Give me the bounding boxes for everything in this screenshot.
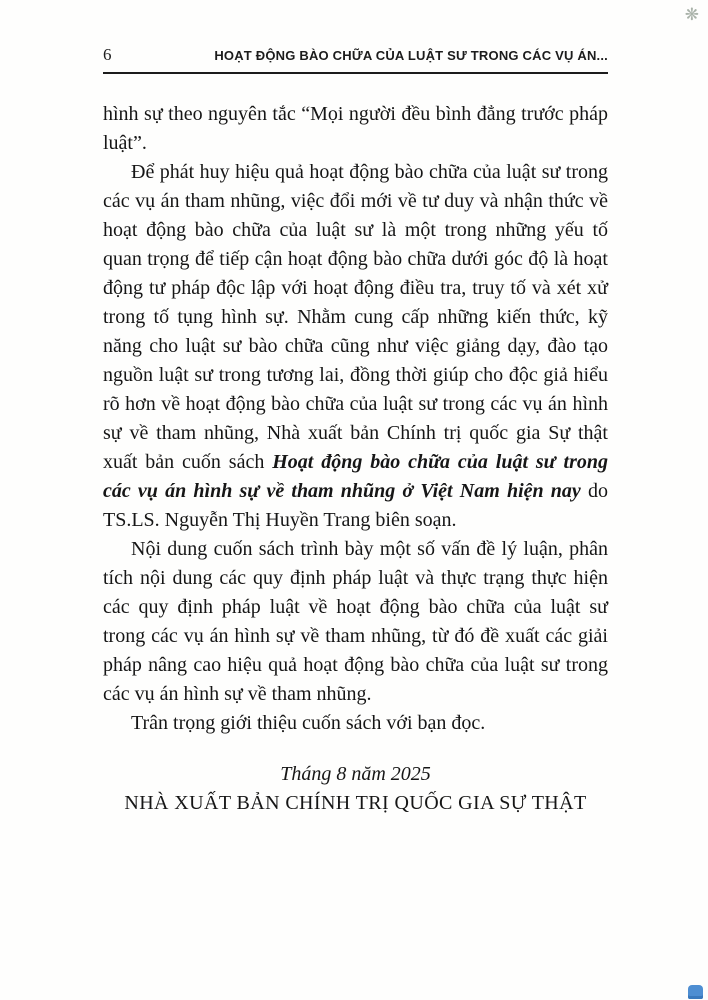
paragraph-continuation: hình sự theo nguyên tắc “Mọi người đều bình đẳng trước pháp luật”. <box>103 103 608 154</box>
page-number: 6 <box>103 45 112 64</box>
publisher-name: NHÀ XUẤT BẢN CHÍNH TRỊ QUỐC GIA SỰ THẬT <box>124 792 587 814</box>
page-header <box>103 46 608 74</box>
paragraph-intro-author: do TS.LS. Nguyễn Thị Huyền Trang biên soạn. <box>103 480 608 531</box>
book-title-inline: Hoạt động bào chữa của luật sư trong các vụ án hình sự về tham nhũng ở Việt Nam hiện nay <box>103 451 608 502</box>
paragraph-intro-text: Để phát huy hiệu quả hoạt động bào chữa của luật sư trong các vụ án tham nhũng, việc đổi mới về tư duy và nhận thức về hoạt động bào chữa của luật sư là một trong những yếu tố quan trọng để tiếp cận hoạt động bào chữa dưới góc độ là hoạt động tư pháp độc lập với hoạt động điều tra, truy tố và xét xử trong tố tụng hình sự. Nhằm cung cấp những kiến thức, kỹ năng cho luật sư bào chữa cũng như việc giảng dạy, đào tạo nguồn luật sư trong tương lai, đồng thời giúp cho độc giả hiểu rõ hơn về hoạt động bào chữa của luật sư trong các vụ án hình sự về tham nhũng, Nhà xuất bản Chính trị quốc gia Sự thật xuất bản cuốn sách <box>103 161 608 473</box>
paragraph-intro <box>103 158 608 535</box>
paragraph-contents: Nội dung cuốn sách trình bày một số vấn đề lý luận, phân tích nội dung các quy định pháp luật và thực trạng thực hiện các quy định pháp luật về hoạt động bào chữa của luật sư trong các vụ án hình sự về tham nhũng, từ đó đề xuất các giải pháp nâng cao hiệu quả hoạt động bào chữa của luật sư trong các vụ án hình sự về tham nhũng. <box>103 538 608 705</box>
date-line: Tháng 8 năm 2025 <box>280 763 431 785</box>
paragraph-closing: Trân trọng giới thiệu cuốn sách với bạn đọc. <box>131 712 486 734</box>
colophon <box>103 760 608 818</box>
corner-blue-mark <box>688 985 703 999</box>
body-text <box>103 100 608 818</box>
running-title: HOẠT ĐỘNG BÀO CHỮA CỦA LUẬT SƯ TRONG CÁC VỤ ÁN... <box>214 48 608 63</box>
flower-ornament-icon: ❋ <box>684 5 699 25</box>
